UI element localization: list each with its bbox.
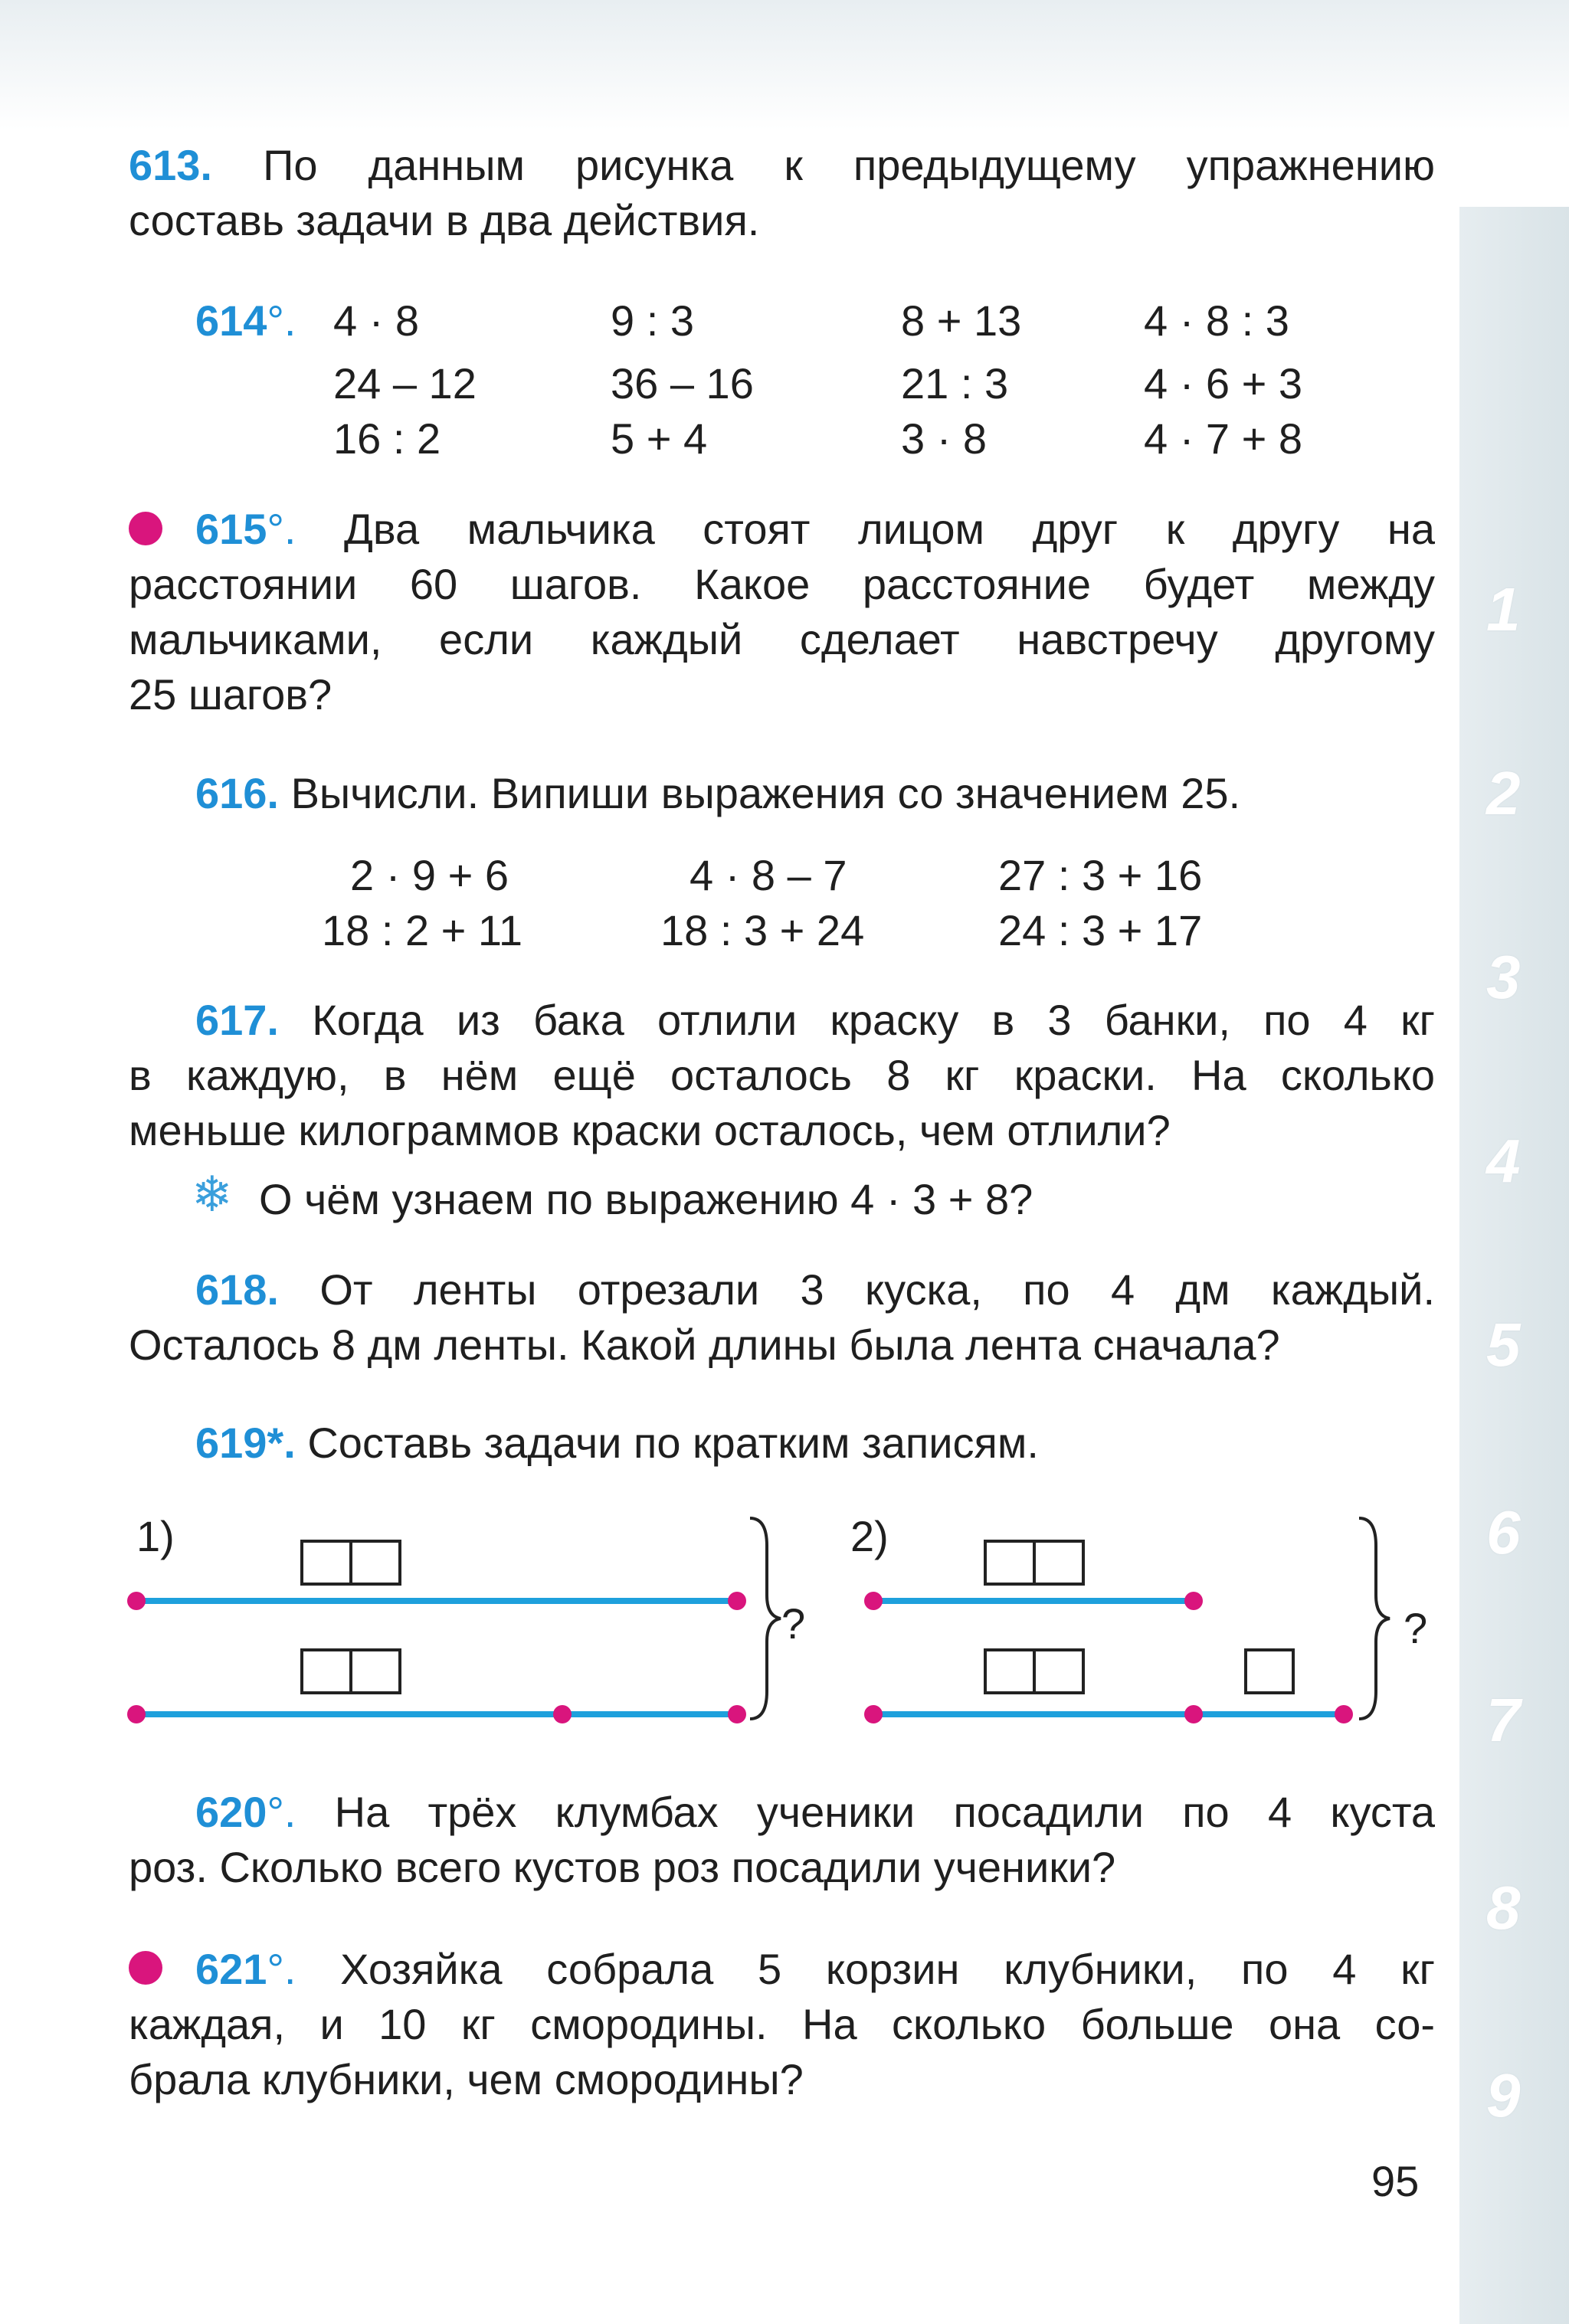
ex615-line1: 615°. Два мальчика стоят лицом друг к другу на xyxy=(195,505,1435,553)
segment-point xyxy=(728,1705,746,1723)
chapter-tab: 2 xyxy=(1486,759,1521,827)
page-number: 95 xyxy=(1371,2157,1420,2205)
diagram1-label: 1) xyxy=(136,1512,175,1560)
segment-point xyxy=(127,1705,146,1723)
segment-point xyxy=(553,1705,572,1723)
ex619-text: 619*. Составь задачи по кратким записям. xyxy=(195,1419,1039,1467)
chapter-tabs-strip xyxy=(1459,207,1569,2324)
ex616-text: 616. Вычисли. Випиши выражения со значением 25. xyxy=(195,769,1241,817)
ex616-expr: 18 : 2 + 11 xyxy=(322,906,523,954)
ex614-expr: 4 · 8 xyxy=(333,296,420,345)
ex614-expr: 36 – 16 xyxy=(611,359,754,408)
ex614-expr: 5 + 4 xyxy=(611,414,708,463)
chapter-tab: 8 xyxy=(1486,1874,1521,1942)
ex614-expr: 4 · 8 : 3 xyxy=(1144,296,1289,345)
chapter-tab: 1 xyxy=(1486,575,1521,643)
chapter-tab: 4 xyxy=(1486,1127,1521,1195)
ex617-line2: в каждую, в нём ещё осталось 8 кг краски. На сколько xyxy=(129,1051,1435,1099)
ex614-number: 614°. xyxy=(195,296,296,345)
segment-point xyxy=(127,1592,146,1610)
segment-point xyxy=(864,1592,883,1610)
digit-box xyxy=(1244,1648,1295,1694)
ex618-line2: Осталось 8 дм ленты. Какой длины была лента сначала? xyxy=(129,1321,1280,1369)
ex614-expr: 4 · 7 + 8 xyxy=(1144,414,1303,463)
ex616-expr: 2 · 9 + 6 xyxy=(350,851,509,899)
segment-point xyxy=(1184,1592,1203,1610)
ex614-expr: 8 + 13 xyxy=(901,296,1022,345)
question-mark: ? xyxy=(781,1599,806,1648)
segment-point xyxy=(1184,1705,1203,1723)
ex614-expr: 24 – 12 xyxy=(333,359,477,408)
digit-boxes xyxy=(300,1648,401,1694)
digit-boxes xyxy=(984,1648,1085,1694)
chapter-tab: 3 xyxy=(1486,943,1521,1011)
chapter-tab: 9 xyxy=(1486,2061,1521,2129)
ex617-line3: меньше килограммов краски осталось, чем отлили? xyxy=(129,1106,1171,1154)
ex621-line1: 621°. Хозяйка собрала 5 корзин клубники, по 4 кг xyxy=(195,1945,1435,1993)
segment-point xyxy=(728,1592,746,1610)
ex614-expr: 21 : 3 xyxy=(901,359,1009,408)
ex616-expr: 4 · 8 – 7 xyxy=(690,851,847,899)
diagram2-label: 2) xyxy=(850,1512,889,1560)
segment-line xyxy=(873,1598,1194,1604)
ex614-expr: 4 · 6 + 3 xyxy=(1144,359,1303,408)
ex617-question: О чём узнаем по выражению 4 · 3 + 8? xyxy=(259,1175,1033,1223)
digit-boxes xyxy=(984,1540,1085,1586)
difficulty-dot-icon xyxy=(129,1951,162,1985)
ex613-line1: 613. По данным рисунка к предыдущему упражнению xyxy=(129,141,1436,189)
digit-boxes xyxy=(300,1540,401,1586)
curly-brace-icon xyxy=(747,1515,785,1722)
ex615-line4: 25 шагов? xyxy=(129,670,332,718)
ex613-line2: составь задачи в два действия. xyxy=(129,196,760,244)
segment-line xyxy=(136,1711,737,1717)
chapter-tab: 6 xyxy=(1486,1498,1521,1566)
ex620-line1: 620°. На трёх клумбах ученики посадили по 4 куста xyxy=(195,1788,1435,1836)
ex617-line1: 617. Когда из бака отлили краску в 3 банки, по 4 кг xyxy=(195,996,1435,1044)
segment-point xyxy=(864,1705,883,1723)
ex621-line2: каждая, и 10 кг смородины. На сколько больше она со- xyxy=(129,2000,1435,2048)
ex618-line1: 618. От ленты отрезали 3 куска, по 4 дм каждый. xyxy=(195,1265,1435,1314)
ex616-expr: 27 : 3 + 16 xyxy=(998,851,1203,899)
ex614-expr: 9 : 3 xyxy=(611,296,694,345)
segment-line xyxy=(873,1711,1344,1717)
exercise-number: 613. xyxy=(129,141,212,189)
ex615-line2: расстоянии 60 шагов. Какое расстояние будет между xyxy=(129,560,1435,608)
ex616-expr: 24 : 3 + 17 xyxy=(998,906,1203,954)
segment-line xyxy=(136,1598,737,1604)
snowflake-icon: ❄ xyxy=(192,1167,233,1222)
ex614-expr: 3 · 8 xyxy=(901,414,988,463)
chapter-tab: 7 xyxy=(1486,1686,1521,1754)
ex614-expr: 16 : 2 xyxy=(333,414,441,463)
ex616-expr: 18 : 3 + 24 xyxy=(660,906,865,954)
difficulty-dot-icon xyxy=(129,512,162,545)
segment-point xyxy=(1335,1705,1353,1723)
chapter-tab: 5 xyxy=(1486,1311,1521,1379)
question-mark: ? xyxy=(1404,1604,1428,1652)
ex615-line3: мальчиками, если каждый сделает навстречу другому xyxy=(129,615,1435,663)
curly-brace-icon xyxy=(1356,1515,1394,1722)
ex621-line3: брала клубники, чем смородины? xyxy=(129,2055,804,2103)
ex620-line2: роз. Сколько всего кустов роз посадили ученики? xyxy=(129,1843,1116,1891)
